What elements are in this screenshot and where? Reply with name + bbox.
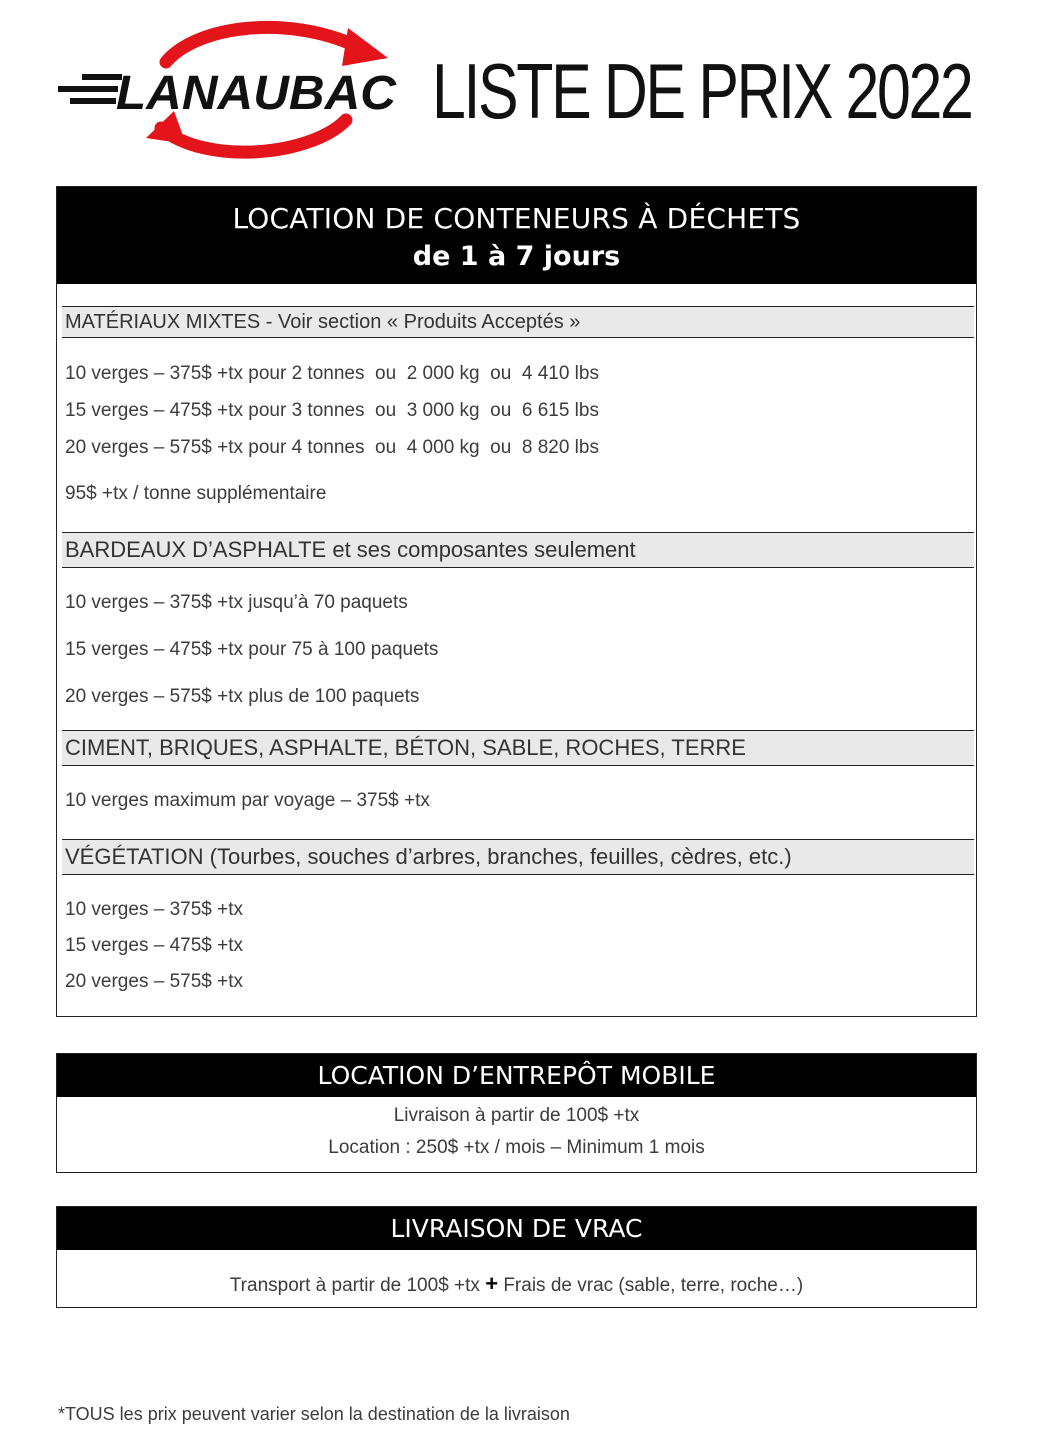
price-line: 20 verges – 575$ +tx pour 4 tonnes ou 4 000 kg ou 8 820 lbs	[65, 437, 599, 458]
logo-top-arrowhead	[342, 28, 388, 66]
bulk-delivery-line	[57, 1250, 976, 1302]
price-line: 15 verges – 475$ +tx pour 75 à 100 paquets	[65, 639, 439, 660]
price-line: 10 verges – 375$ +tx	[65, 899, 243, 920]
footnote: *TOUS les prix peuvent varier selon la destination de la livraison	[58, 1404, 570, 1424]
mobile-storage-title: LOCATION D’ENTREPÔT MOBILE	[57, 1054, 976, 1097]
logo-top-arrow	[166, 27, 356, 62]
section-heading-mixed: MATÉRIAUX MIXTES - Voir section « Produits Acceptés »	[62, 306, 974, 338]
price-line: 20 verges – 575$ +tx	[65, 971, 243, 992]
container-rental-header	[57, 187, 976, 284]
price-line: 10 verges – 375$ +tx jusqu’à 70 paquets	[65, 592, 408, 613]
price-line: 95$ +tx / tonne supplémentaire	[65, 483, 327, 504]
page-title: LISTE DE PRIX 2022	[432, 47, 972, 135]
mobile-storage-panel	[56, 1053, 977, 1173]
bulk-delivery-transport: Transport à partir de 100$ +tx	[229, 1275, 486, 1296]
mobile-storage-delivery: Livraison à partir de 100$ +tx	[393, 1105, 640, 1126]
section-heading-shingles: BARDEAUX D’ASPHALTE et ses composantes seulement	[62, 532, 974, 568]
price-line: 15 verges – 475$ +tx	[65, 935, 243, 956]
bulk-delivery-fees: Frais de vrac (sable, terre, roche…)	[498, 1275, 804, 1296]
logo-wordmark: LANAUBAC	[116, 67, 398, 120]
price-line: 10 verges maximum par voyage – 375$ +tx	[65, 790, 430, 811]
bulk-delivery-panel	[56, 1206, 977, 1308]
bulk-delivery-title: LIVRAISON DE VRAC	[57, 1207, 976, 1250]
plus-sign: +	[485, 1271, 499, 1296]
section-heading-concrete: CIMENT, BRIQUES, ASPHALTE, BÉTON, SABLE, ROCHES, TERRE	[62, 730, 974, 766]
price-line: 20 verges – 575$ +tx plus de 100 paquets	[65, 686, 420, 707]
lanaubac-logo	[56, 16, 401, 166]
container-rental-panel	[56, 186, 977, 1017]
mobile-storage-rental: Location : 250$ +tx / mois – Minimum 1 mois	[328, 1137, 705, 1158]
price-line: 15 verges – 475$ +tx pour 3 tonnes ou 3 000 kg ou 6 615 lbs	[65, 400, 599, 421]
logo-bottom-arrow	[161, 120, 346, 152]
price-line: 10 verges – 375$ +tx pour 2 tonnes ou 2 000 kg ou 4 410 lbs	[65, 363, 599, 384]
container-rental-title: LOCATION DE CONTENEURS À DÉCHETS	[232, 202, 801, 235]
container-rental-subtitle: de 1 à 7 jours	[412, 241, 621, 272]
section-heading-vegetation: VÉGÉTATION (Tourbes, souches d’arbres, branches, feuilles, cèdres, etc.)	[62, 839, 974, 875]
